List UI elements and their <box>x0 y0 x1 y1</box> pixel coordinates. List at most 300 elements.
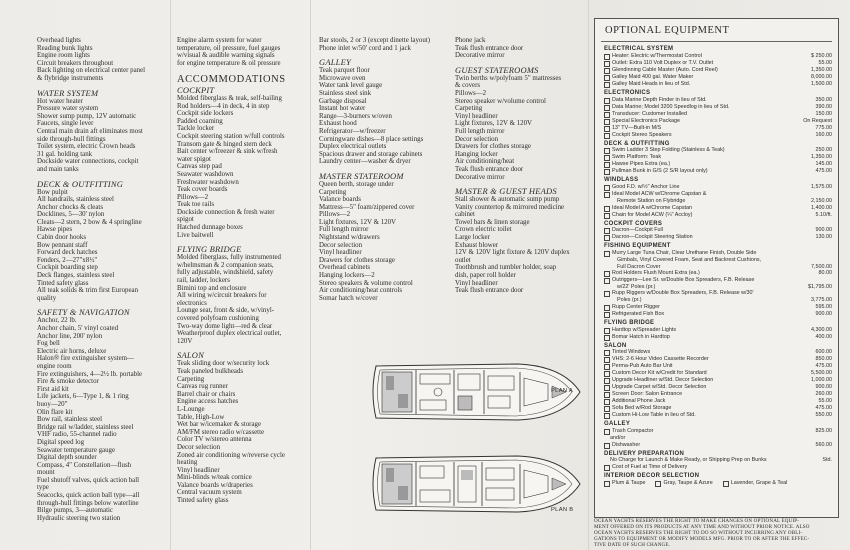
list-item: Bilge pumps, 3—automatic <box>37 507 113 515</box>
option-checkbox[interactable] <box>604 133 610 139</box>
list-item: First aid kit <box>37 385 69 393</box>
list-item: Rod holders—4 in deck, 4 in step <box>177 102 270 110</box>
option-label: Transducer: Customer Installed <box>612 110 688 117</box>
section-heading: DECK & OUTFITTING <box>37 178 124 189</box>
option-row <box>604 327 832 334</box>
option-label: Cockpit Stereo Speakers <box>612 131 672 138</box>
option-checkbox[interactable] <box>604 235 610 241</box>
list-item: Toothbrush and tumbler holder, soap <box>455 264 557 272</box>
option-section-heading: DECK & OUTFITTING <box>604 140 670 147</box>
option-label: Upgrade Headliner w/Std. Decor Selection <box>612 377 714 384</box>
list-item: Light fixtures, 12V & 120V <box>455 120 533 128</box>
option-row <box>604 227 832 234</box>
stateroom-continued-list <box>455 37 570 60</box>
option-label: Pullman Bunk in G/S (2 S/R layout only) <box>612 168 708 175</box>
list-item: Stereo speaker w/volume control <box>455 97 546 105</box>
option-label: Data Marine; Model 3200 Speedlog in lieu of Std. <box>612 103 730 110</box>
list-item: Deck flanges, stainless steel <box>37 272 115 280</box>
option-checkbox[interactable] <box>604 364 610 370</box>
list-item: Towel bars & linen storage <box>455 218 530 226</box>
list-item: Barrel chair or chairs <box>177 390 236 398</box>
option-checkbox[interactable] <box>604 413 610 419</box>
option-price: 4,300.00 <box>811 326 832 333</box>
list-item: Drawers for clothes storage <box>319 256 395 264</box>
list-item: Water tank level gauge <box>319 82 383 90</box>
option-row <box>604 412 832 419</box>
list-item: Docklines, 5—30' nylon <box>37 211 105 219</box>
option-checkbox[interactable] <box>604 126 610 132</box>
option-label: Hardtop w/Spreader Lights <box>612 326 677 333</box>
list-item: for engine temperature & oil pressure <box>177 59 281 67</box>
option-price: 850.00 <box>815 356 832 363</box>
option-label: VHS: 2-6 Hour Video Cassette Recorder <box>612 356 709 363</box>
deck-list <box>37 189 145 303</box>
list-item: Bimini top and enclosure <box>177 284 247 292</box>
list-item: 12V & 120V light fixture & 120V duplex <box>455 249 570 257</box>
list-item: Hydraulic steering two station <box>37 514 121 522</box>
option-row <box>604 370 832 377</box>
plan-b-label: PLAN B <box>551 507 574 513</box>
option-section-heading: ELECTRONICS <box>604 89 651 96</box>
list-item: Refrigerator—w/freezer <box>319 127 386 135</box>
option-row <box>604 442 832 449</box>
list-item: Pillows—2 <box>319 211 351 219</box>
list-item: Engine alarm system for water <box>177 37 262 44</box>
option-row <box>604 81 832 88</box>
list-item: Pillows—2 <box>177 193 209 201</box>
list-item: Two-way dome light—red & clear <box>177 322 273 330</box>
list-item: Hanging locker <box>455 150 498 158</box>
option-checkbox[interactable] <box>723 481 729 487</box>
list-item: Twin berths w/polyfoam 5" mattresses <box>455 74 562 82</box>
option-row <box>604 464 832 471</box>
option-label: Dishwasher <box>612 441 641 448</box>
option-label: Galley Maid 400 gal. Water Maker <box>612 73 694 80</box>
option-checkbox[interactable] <box>604 328 610 334</box>
list-item: Engine access hatches <box>177 398 239 406</box>
list-item: Vinyl headliner <box>455 112 498 120</box>
option-section-heading: SALON <box>604 342 627 349</box>
list-item: Hawse pipes <box>37 226 73 234</box>
list-item: Compass, 4" Constellation—flush <box>37 461 132 469</box>
option-label: Ideal Model A w/Chrome Capstan <box>612 204 693 211</box>
option-label: Cost of Fuel at Time of Delivery <box>612 463 688 470</box>
list-item: outlet <box>455 256 471 264</box>
option-checkbox[interactable] <box>604 335 610 341</box>
option-checkbox[interactable] <box>604 481 610 487</box>
list-item: Cleats—2 stern, 2 bow & 4 springline <box>37 218 142 226</box>
option-row <box>604 290 832 297</box>
column-1 <box>37 37 145 522</box>
option-checkbox[interactable] <box>604 206 610 212</box>
decor-label: Gray, Taupe & Azure <box>663 479 713 486</box>
list-item: Decor selection <box>177 443 221 451</box>
list-item: Overhead lights <box>37 37 81 44</box>
list-item: Somar hatch w/cover <box>319 294 378 302</box>
option-row <box>604 277 832 284</box>
option-price: 900.00 <box>815 227 832 234</box>
list-item: Hanging lockers—2 <box>319 272 375 280</box>
option-checkbox[interactable] <box>604 357 610 363</box>
option-checkbox[interactable] <box>604 54 610 60</box>
list-item: engine room <box>37 362 72 370</box>
option-price: 560.00 <box>815 441 832 448</box>
option-checkbox[interactable] <box>604 112 610 118</box>
option-checkbox[interactable] <box>604 185 610 191</box>
disclaimer-line: TIVE DATE OF SUCH CHANGE. <box>594 542 671 549</box>
page-fold <box>588 0 589 550</box>
list-item: Life jackets, 6—Type 1, & 1 ring <box>37 393 129 401</box>
option-price: 900.00 <box>815 384 832 391</box>
list-item: AM/FM stereo radio w/cassette <box>177 428 265 436</box>
list-item: Lounge seat, front & side, w/vinyl- <box>177 307 275 315</box>
option-checkbox[interactable] <box>604 169 610 175</box>
option-label: No Charge for Launch & Make Ready, or Shipping Prep on Bunks <box>610 457 767 464</box>
list-item: Teak flush entrance door <box>455 287 524 295</box>
list-item: Bait center w/freezer & sink w/fresh <box>177 148 278 156</box>
option-label: Special Electronics Package <box>612 117 681 124</box>
list-item: Engine room lights <box>37 52 90 60</box>
option-price: 475.00 <box>815 363 832 370</box>
option-price: 145.00 <box>815 161 832 168</box>
list-item: Overhead cabinets <box>319 264 371 272</box>
list-item: Air conditioning/heat <box>455 158 515 166</box>
option-label: Good F.D. w/½" Anchor Line <box>612 184 680 191</box>
list-item: Canvas step pad <box>177 163 222 171</box>
list-item: Hatched dunnage boxes <box>177 224 243 232</box>
list-item: Color TV w/stereo antenna <box>177 436 252 444</box>
option-checkbox[interactable] <box>604 75 610 81</box>
option-price: 390.00 <box>815 103 832 110</box>
section-heading: FLYING BRIDGE <box>177 244 242 255</box>
list-item: Air conditioning/heat controls <box>319 287 403 295</box>
option-label: Screen Door: Salon Entrance <box>612 391 683 398</box>
option-checkbox[interactable] <box>604 162 610 168</box>
option-row <box>604 363 832 370</box>
decor-label: Lavender, Grape & Teal <box>730 479 788 486</box>
decor-option[interactable] <box>723 480 788 487</box>
option-checkbox[interactable] <box>604 443 610 449</box>
option-price: 1,350.00 <box>811 66 832 73</box>
options-list <box>595 42 838 487</box>
option-checkbox[interactable] <box>604 148 610 154</box>
list-item: Fire extinguishers, 4—2½ lb. portable <box>37 370 143 378</box>
section-heading: COCKPIT <box>177 84 215 95</box>
list-item: Electric air horns, deluxe <box>37 347 107 355</box>
list-item: Vinyl headliner <box>319 249 362 257</box>
list-item: Transom gate & hinged stern deck <box>177 140 272 148</box>
option-checkbox[interactable] <box>604 82 610 88</box>
option-label: Custom Hi-Low Table in lieu of Std. <box>612 412 696 419</box>
list-item: spigot <box>177 216 194 224</box>
list-item: rail, ladder, lockers <box>177 277 230 285</box>
list-item: Exhaust blower <box>455 241 499 249</box>
section-heading: SALON <box>177 350 204 361</box>
option-row <box>604 377 832 384</box>
option-label: Murry Large Tuna Chair, Clear Urethane Finish, Double Side <box>612 250 757 257</box>
option-checkbox[interactable] <box>604 392 610 398</box>
option-label: Remote Station on Flybridge <box>617 198 686 205</box>
list-item: Reading bunk lights <box>37 44 93 52</box>
option-label: Galley Maid Heads in lieu of Std. <box>612 80 691 87</box>
option-price: On Request <box>803 117 832 124</box>
option-row <box>604 74 832 81</box>
list-item: Anchor line, 200' nylon <box>37 332 103 340</box>
option-price <box>792 250 832 257</box>
section-heading: SAFETY & NAVIGATION <box>37 307 130 318</box>
list-item: Tackle locker <box>177 125 215 133</box>
option-row <box>604 104 832 111</box>
list-item: Zoned air conditioning w/reverse cycle <box>177 451 285 459</box>
option-label: Gimbals, Vinyl Covered Foam, Seat and Backrest Cushions, <box>617 257 762 264</box>
disclaimer-line: OCEAN YACHTS RESERVES THE RIGHT TO DO SO WITHOUT INCURRING ANY OBLI- <box>594 530 803 537</box>
option-checkbox[interactable] <box>655 481 661 487</box>
option-price: 550.00 <box>815 412 832 419</box>
list-item: Teak flush entrance door <box>455 165 524 173</box>
list-item: dish, paper roll holder <box>455 272 516 280</box>
list-item: fully adjustable, windshield, safety <box>177 269 274 277</box>
option-row <box>604 147 832 154</box>
option-price: 55.00 <box>818 59 832 66</box>
list-item: Laundry center—washer & dryer <box>319 158 411 166</box>
list-item: Nightstand w/drawers <box>319 234 380 242</box>
option-section-heading: ELECTRICAL SYSTEM <box>604 46 674 52</box>
option-checkbox[interactable] <box>604 228 610 234</box>
option-row <box>604 234 832 241</box>
list-item: Pressure water system <box>37 105 99 113</box>
list-item: Phone jack <box>455 37 486 44</box>
option-price: 475.00 <box>815 405 832 412</box>
option-price: 130.00 <box>815 234 832 241</box>
option-label: Heater: Electric w/Thermostat Control <box>612 52 702 59</box>
option-checkbox[interactable] <box>604 68 610 74</box>
option-label: Poles (pr.) <box>617 297 642 304</box>
option-price: 400.00 <box>815 333 832 340</box>
option-label: Outriggers—Lee Sr. w/Double Box Spreaders, F.B. Release <box>612 277 755 283</box>
option-row <box>604 405 832 412</box>
plan-a-label: PLAN A <box>551 388 574 394</box>
option-row <box>604 205 832 212</box>
option-checkbox[interactable] <box>604 271 610 277</box>
option-label: Data Marine Depth Finder in lieu of Std. <box>612 96 707 103</box>
option-price: 350.00 <box>815 96 832 103</box>
option-label: Refrigerated Fish Box <box>612 310 665 317</box>
option-row <box>604 250 832 257</box>
option-section-heading: COCKPIT COVERS <box>604 220 663 227</box>
list-item: Anchor chocks & cleats <box>37 203 104 211</box>
option-checkbox[interactable] <box>604 105 610 111</box>
list-item: temperature, oil pressure, fuel gauges <box>177 44 281 52</box>
list-item: Queen berth, storage under <box>319 180 394 188</box>
option-price <box>792 277 832 284</box>
list-item: Central vacuum system <box>177 489 242 497</box>
list-item: Toilet system, electric Crown heads <box>37 143 136 151</box>
option-label: Bomar Hatch in Hardtop <box>612 333 670 340</box>
option-checkbox[interactable] <box>604 155 610 161</box>
list-item: and main tanks <box>37 165 79 173</box>
list-item: Table, High-Low <box>177 413 225 421</box>
option-checkbox[interactable] <box>604 399 610 405</box>
option-label: 13" TV—Built-in M/S <box>612 124 662 131</box>
option-checkbox[interactable] <box>604 305 610 311</box>
page-fold <box>170 0 171 550</box>
guest-stateroom-list <box>455 75 570 181</box>
option-price <box>792 191 832 198</box>
list-item: Fog bell <box>37 340 60 348</box>
list-item: w/visual & audible warning signals <box>177 52 275 60</box>
option-label: Glendinning Cable Master (Auto. Cord Reel) <box>612 66 718 73</box>
option-label: Sofa Bed w/Rod Storage <box>612 405 672 412</box>
option-checkbox[interactable] <box>604 371 610 377</box>
option-price: 250.00 <box>815 147 832 154</box>
list-item: Vinyl headliner <box>177 466 220 474</box>
option-row <box>604 132 832 139</box>
list-item: All teak solids & trim first European <box>37 287 139 295</box>
option-label: Hawse Pipes Extra (ea.) <box>612 161 671 168</box>
list-item: buoy—20" <box>37 400 68 408</box>
list-item: Canvas rug runner <box>177 383 228 391</box>
option-label: and/or <box>610 435 626 442</box>
option-row <box>604 384 832 391</box>
option-price: 5,500.00 <box>811 370 832 377</box>
list-item: & flybridge instruments <box>37 74 104 82</box>
option-price: 900.00 <box>815 310 832 317</box>
option-checkbox[interactable] <box>604 385 610 391</box>
option-row <box>604 356 832 363</box>
option-price: 3,775.00 <box>811 297 832 304</box>
salon-continued-list <box>319 37 430 52</box>
section-heading: MASTER STATEROOM <box>319 170 404 181</box>
cockpit-list <box>177 95 286 239</box>
list-item: Freshwater washdown <box>177 178 239 186</box>
list-item: Cockpit steering station w/full controls <box>177 132 285 140</box>
option-label: Rod Holders Flush Mount Extra (ea.) <box>612 270 700 276</box>
option-price: 775.00 <box>815 124 832 131</box>
option-price: 1,575.00 <box>811 184 832 191</box>
option-checkbox[interactable] <box>604 406 610 412</box>
section-heading: GUEST STATEROOMS <box>455 64 539 75</box>
master-stateroom-list <box>319 181 430 303</box>
option-label: Dacron—Cockpit Full <box>612 227 663 234</box>
option-checkbox[interactable] <box>604 213 610 219</box>
accommodations-heading: ACCOMMODATIONS <box>177 74 286 86</box>
option-section-heading: FLYING BRIDGE <box>604 319 655 326</box>
list-item: Duplex electrical outlets <box>319 143 387 151</box>
option-price: 150.00 <box>815 110 832 117</box>
option-row <box>604 118 832 125</box>
list-item: Bow pulpit <box>37 188 68 196</box>
option-checkbox[interactable] <box>604 312 610 318</box>
list-item: Decorative mirror <box>455 52 505 60</box>
section-heading: GALLEY <box>319 57 351 68</box>
option-checkbox[interactable] <box>604 61 610 67</box>
option-price: 475.00 <box>815 168 832 175</box>
option-row <box>604 67 832 74</box>
list-item: Decor selection <box>319 241 363 249</box>
option-price: 160.00 <box>815 131 832 138</box>
list-item: Fenders, 2—27"x8½" <box>37 256 98 264</box>
salon-list <box>177 360 286 504</box>
option-section-heading: INTERIOR DECOR SELECTION <box>604 472 700 479</box>
list-item: Teak paneled bulkheads <box>177 367 244 375</box>
list-item: Valance boards <box>319 196 361 204</box>
list-item: covered polyfoam cushioning <box>177 315 259 322</box>
option-label: Custom Decor Kit w/Credit for Standard <box>612 370 707 377</box>
optional-equipment-title: OPTIONAL EQUIPMENT <box>605 25 730 36</box>
decor-option[interactable] <box>655 480 712 487</box>
option-checkbox[interactable] <box>604 378 610 384</box>
list-item: Circuit breakers throughout <box>37 59 114 67</box>
heads-list <box>455 196 570 295</box>
list-item: Large locker <box>455 234 490 242</box>
option-checkbox[interactable] <box>604 350 610 356</box>
option-section-heading: GALLEY <box>604 421 631 428</box>
option-price: 2,150.00 <box>811 198 832 205</box>
list-item: heating <box>177 459 198 467</box>
option-price: 600.00 <box>815 349 832 356</box>
flying-bridge-list <box>177 254 286 345</box>
option-checkbox[interactable] <box>604 119 610 125</box>
option-label: Swim Ladder 3 Step Folding (Stainless & Teak) <box>612 147 725 154</box>
list-item: Full length mirror <box>319 226 369 234</box>
option-label: Dacron—Cockpit Steering Station <box>612 234 693 241</box>
option-row <box>604 270 832 277</box>
optional-equipment-panel <box>594 18 839 518</box>
safety-list <box>37 317 145 522</box>
list-item: Pillows—2 <box>455 89 487 97</box>
list-item: Stall shower & automatic sump pump <box>455 196 560 204</box>
option-label: Swim Platform: Teak <box>612 154 662 161</box>
option-checkbox[interactable] <box>604 98 610 104</box>
list-item: Bridge rail w/ladder, stainless steel <box>37 423 134 431</box>
option-row <box>604 191 832 198</box>
option-section-heading: DELIVERY PREPARATION <box>604 450 685 457</box>
list-item: side through-hull fittings <box>37 135 106 143</box>
list-item: L-Lounge <box>177 405 205 413</box>
list-item: Halon® fire extinguisher system— <box>37 355 134 363</box>
option-label: Tinted Windows <box>612 349 651 356</box>
lighting-list <box>37 37 145 83</box>
option-section-heading: WINDLASS <box>604 177 639 184</box>
column-3 <box>319 37 430 302</box>
disclaimer-line: MENT OFFERED ON ITS PRODUCTS AT ANY TIME AND WITHOUT PRIOR NOTICE. ALSO <box>594 524 810 531</box>
list-item: Phone inlet w/50' cord and 1 jack <box>319 44 411 52</box>
option-row <box>604 97 832 104</box>
list-item: mount <box>37 469 55 477</box>
list-item: Tinted safety glass <box>177 497 229 505</box>
list-item: Teak parquet floor <box>319 67 370 75</box>
list-item: Decor selection <box>455 135 499 143</box>
disclaimer-text <box>594 518 844 548</box>
option-row <box>604 212 832 219</box>
decor-option[interactable] <box>604 480 645 487</box>
list-item: Carpeting <box>177 375 205 383</box>
list-item: Seawater washdown <box>177 170 234 178</box>
option-checkbox[interactable] <box>604 465 610 471</box>
list-item: Instant hot water <box>319 105 366 113</box>
option-row <box>604 398 832 405</box>
option-row <box>604 154 832 161</box>
list-item: Cockpit side lockers <box>177 110 234 118</box>
option-price: 260.00 <box>815 391 832 398</box>
list-item: Forward deck hatches <box>37 249 98 257</box>
list-item: Back lighting on electrical center panel <box>37 67 146 75</box>
list-item: Vinyl headliner <box>455 279 498 287</box>
list-item: cabinet <box>455 211 475 219</box>
list-item: All handrails, stainless steel <box>37 196 114 204</box>
engine-alarm-list <box>177 37 286 67</box>
list-item: Garbage disposal <box>319 97 367 105</box>
